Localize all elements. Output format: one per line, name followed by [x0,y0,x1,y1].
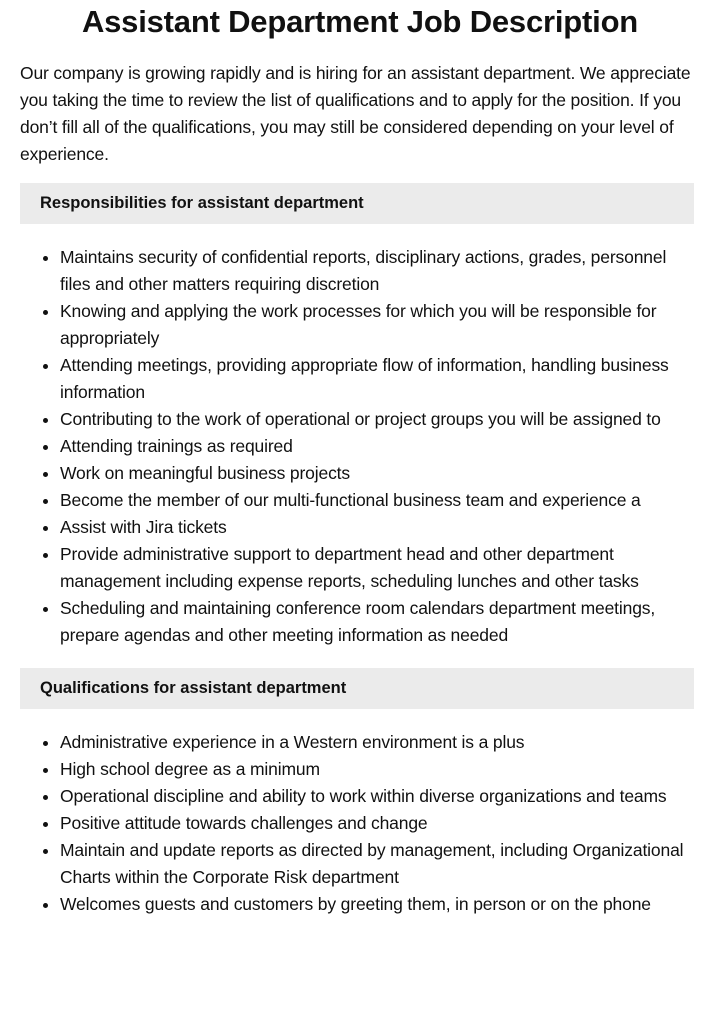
page-title: Assistant Department Job Description [81,4,639,39]
list-item: • Contributing to the work of operational or project groups you will be assigned to [60,406,694,433]
list-item: • Assist with Jira tickets [60,514,694,541]
list-item: • Attending meetings, providing appropriate flow of information, handling business information [60,352,694,406]
list-item: • Attending trainings as required [60,433,694,460]
list-item: • Administrative experience in a Western environment is a plus [60,729,694,756]
list-item: • Positive attitude towards challenges and change [60,810,694,837]
intro-paragraph: Our company is growing rapidly and is hiring for an assistant department. We appreciate you taking the time to review the list of qualifications and to apply for the position. If you don’t fill all of the qualifications, you may still be considered depending on your level of experience. [20,63,691,164]
responsibilities-heading: Responsibilities for assistant department [20,183,694,224]
list-item: • Provide administrative support to department head and other department management including expense reports, scheduling lunches and other tasks [60,541,694,595]
list-item: • Maintain and update reports as directed by management, including Organizational Charts within the Corporate Risk department [60,837,694,891]
list-item: • Operational discipline and ability to work within diverse organizations and teams [60,783,694,810]
responsibilities-list [20,244,694,649]
list-item: • Scheduling and maintaining conference room calendars department meetings, prepare agendas and other meeting information as needed [60,595,694,649]
list-item: • Maintains security of confidential reports, disciplinary actions, grades, personnel files and other matters requiring discretion [60,244,694,298]
qualifications-list [20,729,694,918]
list-item: • Knowing and applying the work processes for which you will be responsible for appropriately [60,298,694,352]
list-item: • Work on meaningful business projects [60,460,694,487]
list-item: • High school degree as a minimum [60,756,694,783]
list-item: • Become the member of our multi-functional business team and experience a [60,487,694,514]
qualifications-heading: Qualifications for assistant department [20,668,694,709]
list-item: • Welcomes guests and customers by greeting them, in person or on the phone [60,891,694,918]
